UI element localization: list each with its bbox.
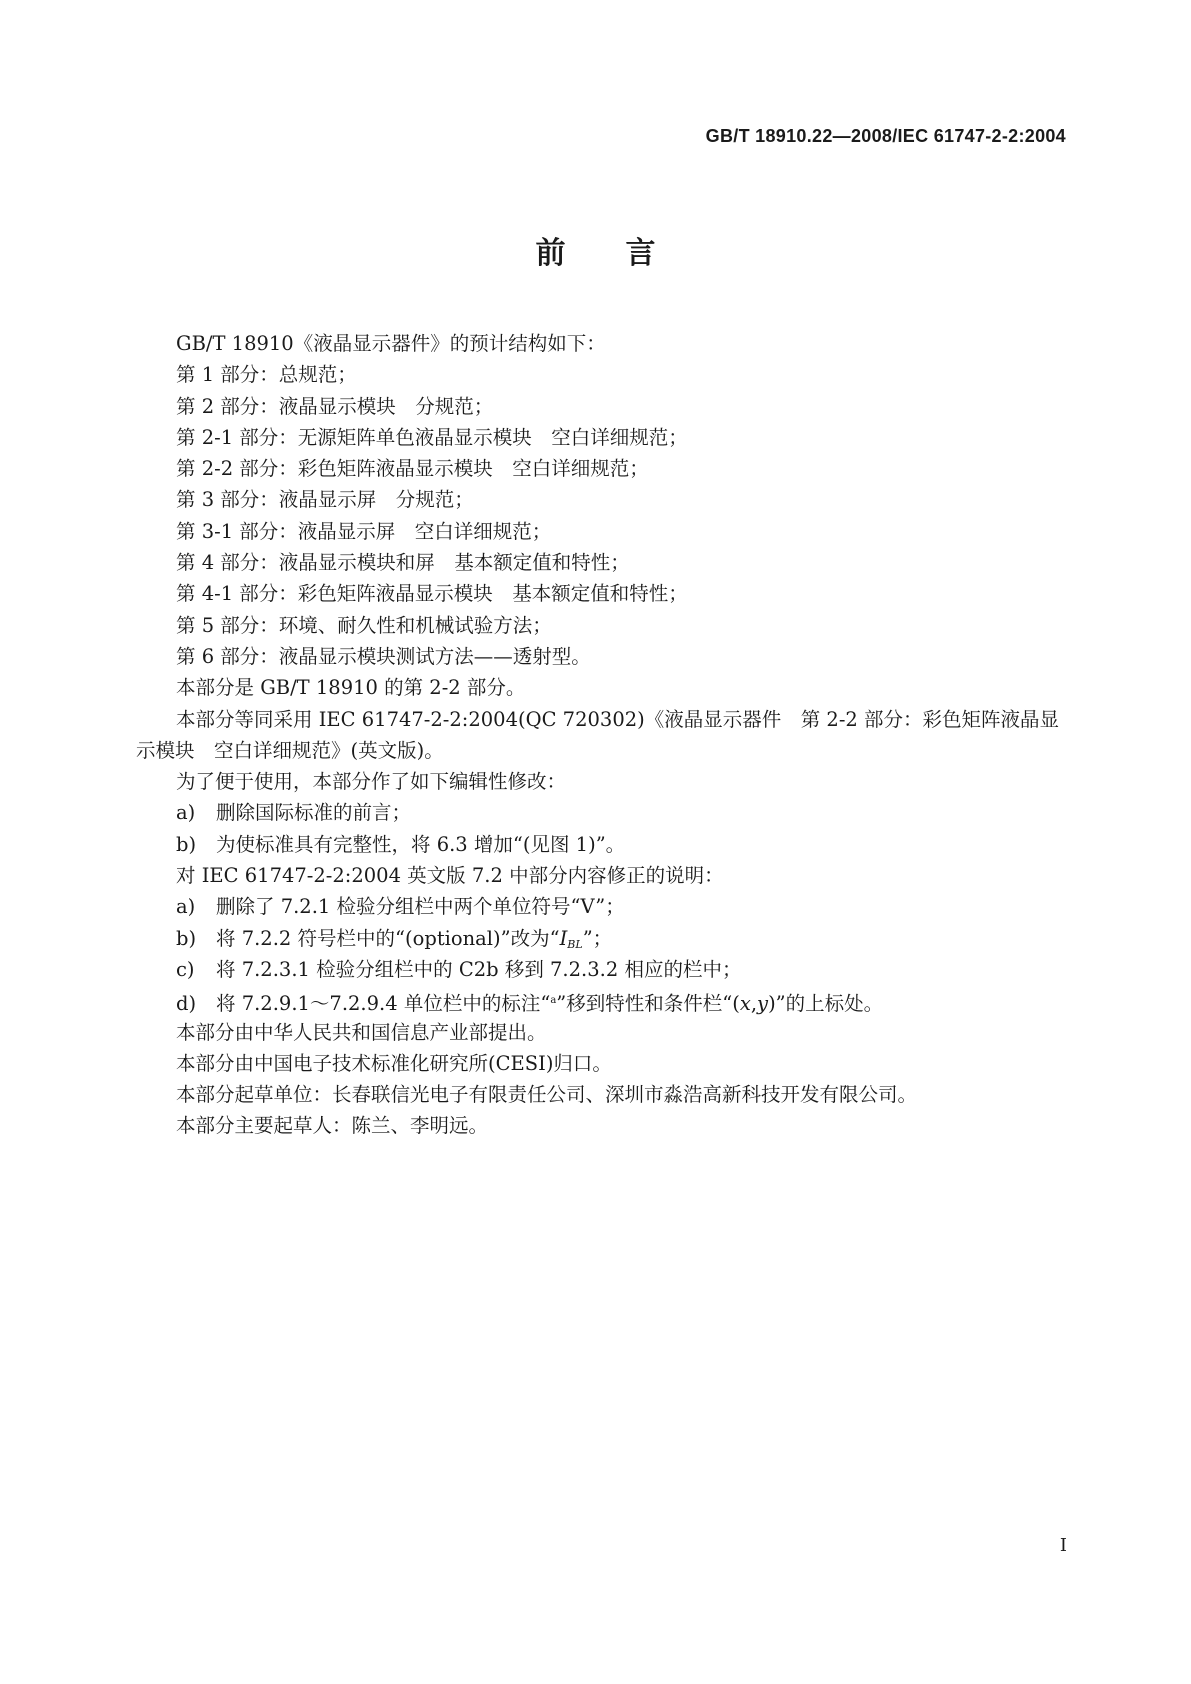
part-item: 第 3-1 部分：液晶显示屏 空白详细规范；	[176, 519, 552, 543]
item-label: a)	[176, 801, 196, 825]
equivalence-paragraph-line-2: 示模块 空白详细规范》(英文版)。	[136, 738, 444, 762]
correction-intro-paragraph: 对 IEC 61747-2-2:2004 英文版 7.2 中部分内容修正的说明：	[176, 864, 724, 888]
title-char-1: 前	[535, 236, 566, 271]
edit-item	[136, 797, 1066, 828]
page-number: I	[1059, 1535, 1067, 1556]
edit-intro-paragraph: 为了便于使用，本部分作了如下编辑性修改：	[176, 770, 567, 794]
drafters-paragraph: 本部分主要起草人：陈兰、李明远。	[176, 1114, 489, 1138]
item-text: 将 7.2.2 符号栏中的“(optional)”改为“	[216, 926, 560, 950]
item-label: a)	[176, 895, 196, 919]
part-item: 第 3 部分：液晶显示屏 分规范；	[176, 488, 474, 512]
item-label: d)	[176, 992, 197, 1016]
item-label: b)	[176, 832, 197, 856]
centralized-by-paragraph: 本部分由中国电子技术标准化研究所(CESI)归口。	[176, 1051, 612, 1075]
part-item: 第 2-1 部分：无源矩阵单色液晶显示模块 空白详细规范；	[176, 425, 688, 449]
part-item: 第 5 部分：环境、耐久性和机械试验方法；	[176, 613, 552, 637]
correction-item	[136, 923, 1066, 954]
part-item: 第 4-1 部分：彩色矩阵液晶显示模块 基本额定值和特性；	[176, 582, 688, 606]
variable-y: y	[757, 992, 769, 1016]
item-text-mid: ”移到特性和条件栏“(	[556, 992, 740, 1016]
page-title	[0, 228, 1191, 272]
part-item: 第 2 部分：液晶显示模块 分规范；	[176, 394, 494, 418]
edit-item	[136, 829, 1066, 860]
symbol-subscript: BL	[567, 937, 583, 951]
superscript-a: a	[550, 995, 557, 1007]
item-text: 将 7.2.3.1 检验分组栏中的 C2b 移到 7.2.3.2 相应的栏中；	[216, 957, 742, 981]
part-item: 第 4 部分：液晶显示模块和屏 基本额定值和特性；	[176, 551, 630, 575]
symbol-i: I	[559, 926, 568, 950]
drafting-units-paragraph: 本部分起草单位：长春联信光电子有限责任公司、深圳市淼浩高新科技开发有限公司。	[176, 1083, 918, 1107]
item-text: 删除了 7.2.1 检验分组栏中两个单位符号“V”；	[216, 895, 625, 919]
item-text: 将 7.2.9.1～7.2.9.4 单位栏中的标注“	[216, 992, 551, 1016]
item-text-end: )”的上标处。	[768, 992, 884, 1016]
part-item: 第 1 部分：总规范；	[176, 363, 357, 387]
item-text-end: ”；	[582, 926, 613, 950]
item-label: c)	[176, 957, 195, 981]
this-part-paragraph: 本部分是 GB/T 18910 的第 2-2 部分。	[176, 676, 526, 700]
correction-item	[136, 891, 1066, 922]
part-item: 第 2-2 部分：彩色矩阵液晶显示模块 空白详细规范；	[176, 457, 649, 481]
title-char-2: 言	[625, 236, 656, 271]
equivalence-paragraph-line-1: 本部分等同采用 IEC 61747-2-2:2004(QC 720302)《液晶显示器件 第 2-2 部分：彩色矩阵液晶显	[176, 707, 1060, 731]
part-item: 第 6 部分：液晶显示模块测试方法——透射型。	[176, 644, 591, 668]
proposed-by-paragraph: 本部分由中华人民共和国信息产业部提出。	[176, 1020, 547, 1044]
correction-item	[136, 954, 1066, 985]
standard-code-header: GB/T 18910.22—2008/IEC 61747-2-2:2004	[705, 126, 1066, 146]
comma: ,	[750, 992, 758, 1016]
item-text: 删除国际标准的前言；	[216, 801, 412, 825]
variable-x: x	[739, 992, 751, 1016]
item-label: b)	[176, 926, 197, 950]
item-text: 为使标准具有完整性，将 6.3 增加“(见图 1)”。	[216, 832, 626, 856]
foreword-body	[136, 328, 1066, 1142]
correction-item	[136, 985, 1066, 1016]
intro-paragraph: GB/T 18910《液晶显示器件》的预计结构如下：	[176, 332, 606, 355]
